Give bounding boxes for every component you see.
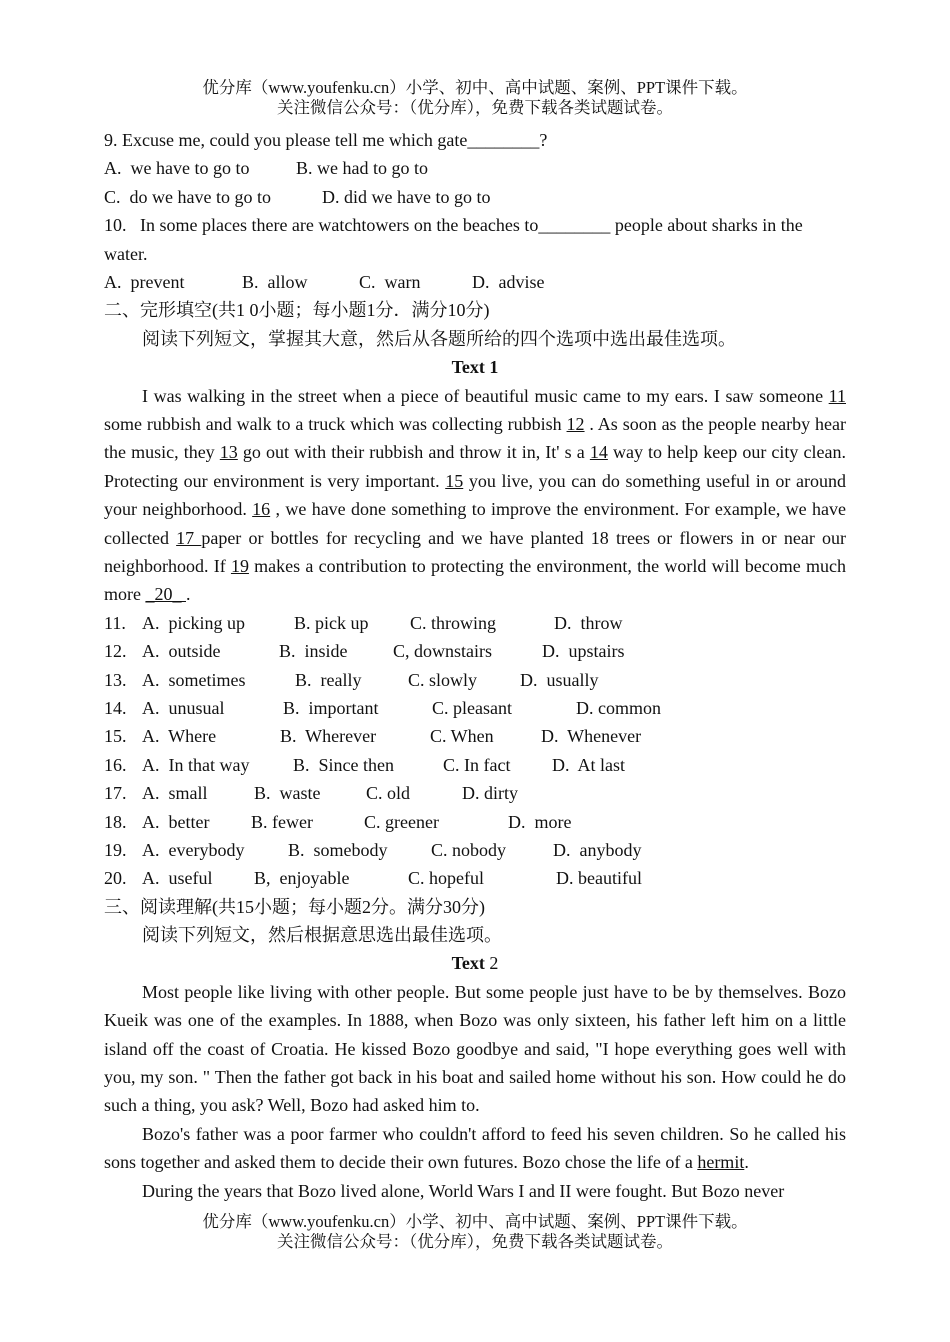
question-9-option-b: B. we had to go to <box>296 158 428 179</box>
question-number: 12. <box>104 641 127 662</box>
cloze-option-row <box>104 609 846 637</box>
page-footer <box>0 1212 950 1252</box>
passage-text: paper or bottles for recycling and we have planted 18 trees or flowers in or near our neighborhood. If <box>104 527 846 576</box>
option-c: C. pleasant <box>432 697 512 718</box>
option-d: D. beautiful <box>556 868 642 889</box>
text-1-title: Text 1 <box>451 357 499 378</box>
question-10-option-c: C. warn <box>359 271 421 292</box>
section-3-instruction: 阅读下列短文，然后根据意思选出最佳选项。 <box>142 925 502 946</box>
blank-16: 16 <box>252 499 271 520</box>
reading-paragraph-2 <box>104 1120 846 1177</box>
option-b: B, enjoyable <box>254 868 350 889</box>
section-3-title: 三、阅读理解(共15小题；每小题2分。满分30分) <box>104 896 485 917</box>
footer-line-2: 关注微信公众号：（优分库），免费下载各类试题试卷。 <box>277 1232 673 1251</box>
question-number: 14. <box>104 697 127 718</box>
blank-12: 12 <box>566 413 585 434</box>
blank-17: 17 <box>176 527 202 548</box>
footer-line-1: 优分库（www.youfenku.cn）小学、初中、高中试题、案例、PPT课件下载。 <box>202 1212 748 1231</box>
cloze-option-row <box>104 864 846 892</box>
option-d: D. more <box>508 811 572 832</box>
section-2-instruction: 阅读下列短文，掌握其大意，然后从各题所给的四个选项中选出最佳选项。 <box>142 328 736 349</box>
option-a: A. outside <box>142 641 221 662</box>
option-a: A. small <box>142 783 208 804</box>
option-c: C. slowly <box>408 669 478 690</box>
question-number: 20. <box>104 868 127 889</box>
page-header <box>0 78 950 118</box>
question-10-option-a: A. prevent <box>104 271 185 292</box>
question-9-options-row1 <box>104 154 846 182</box>
cloze-option-row <box>104 751 846 779</box>
option-d: D. throw <box>554 612 623 633</box>
question-10-stem: 10. In some places there are watchtowers on the beaches to________ people about sharks in the <box>104 215 803 236</box>
option-a: A. better <box>142 811 210 832</box>
section-2-title: 二、完形填空(共1 0小题；每小题1分．满分10分) <box>104 300 490 321</box>
passage-text: . As soon as the people nearby hear the music, they <box>104 413 846 463</box>
cloze-option-row <box>104 836 846 864</box>
question-number: 15. <box>104 726 127 747</box>
question-10-option-d: D. advise <box>472 271 545 292</box>
cloze-option-row <box>104 694 846 722</box>
cloze-option-row <box>104 637 846 665</box>
option-c: C. greener <box>364 811 439 832</box>
cloze-option-row <box>104 779 846 807</box>
option-b: B. Wherever <box>280 726 377 747</box>
blank-20: _20_ <box>145 584 186 605</box>
option-d: D. anybody <box>553 839 642 860</box>
blank-19: 19 <box>230 555 249 576</box>
option-d: D. common <box>576 697 661 718</box>
question-10-options <box>104 268 846 296</box>
cloze-option-row <box>104 666 846 694</box>
question-number: 19. <box>104 839 127 860</box>
reading-paragraph-3: During the years that Bozo lived alone, World Wars I and II were fought. But Bozo never <box>142 1180 785 1201</box>
cloze-option-row <box>104 722 846 750</box>
option-b: B. inside <box>279 641 348 662</box>
option-c: C. throwing <box>410 612 497 633</box>
question-number: 16. <box>104 754 127 775</box>
passage-text: you live, you can do something useful in or around your neighborhood. <box>104 470 846 520</box>
text-2-title-label: Text <box>451 953 490 974</box>
blank-15: 15 <box>445 470 464 491</box>
question-9-option-d: D. did we have to go to <box>322 186 491 207</box>
question-number: 13. <box>104 669 127 690</box>
option-a: A. sometimes <box>142 669 246 690</box>
option-d: D. upstairs <box>542 641 625 662</box>
blank-11: 11 <box>828 385 846 406</box>
option-c: C. nobody <box>431 839 507 860</box>
passage-text: Bozo's father was a poor farmer who couldn't afford to feed his seven children. So he called his sons together and asked them to decide their own futures. Bozo chose the life of a <box>104 1123 846 1173</box>
option-d: D. Whenever <box>541 726 642 747</box>
question-9-options-row2 <box>104 183 846 211</box>
passage-text: go out with their rubbish and throw it in, It' s a <box>237 442 590 463</box>
cloze-option-row <box>104 808 846 836</box>
option-b: B. pick up <box>294 612 369 633</box>
passage-text: , we have done something to improve the environment. For example, we have collected <box>104 499 846 548</box>
passage-text: . <box>744 1152 749 1173</box>
cloze-options-list <box>104 609 846 893</box>
option-c: C. hopeful <box>408 868 484 889</box>
question-number: 18. <box>104 811 127 832</box>
option-a: A. In that way <box>142 754 250 775</box>
question-10-stem-cont: water. <box>104 243 148 264</box>
option-d: D. usually <box>520 669 599 690</box>
option-a: A. everybody <box>142 839 245 860</box>
document-body <box>104 126 846 1205</box>
option-a: A. useful <box>142 868 213 889</box>
passage-text: way to help keep our city clean. Protecting our environment is very important. <box>104 442 846 491</box>
option-b: B. Since then <box>293 754 394 775</box>
header-line-2: 关注微信公众号：（优分库），免费下载各类试题试卷。 <box>277 98 673 117</box>
question-9-option-c: C. do we have to go to <box>104 186 271 207</box>
question-10-option-b: B. allow <box>242 271 308 292</box>
option-b: B. important <box>283 697 379 718</box>
option-b: B. somebody <box>288 839 388 860</box>
option-a: A. unusual <box>142 697 225 718</box>
header-line-1: 优分库（www.youfenku.cn）小学、初中、高中试题、案例、PPT课件下载。 <box>202 78 748 97</box>
text-2-title-number: 2 <box>489 953 499 974</box>
question-9-option-a: A. we have to go to <box>104 158 250 179</box>
option-c: C, downstairs <box>393 641 492 662</box>
option-d: D. At last <box>552 754 626 775</box>
reading-paragraph-1: Most people like living with other people. But some people just have to be by themselves. Bozo Kueik was one of the examples. In 1888, when Bozo was only sixteen, his father left him on a little island off the coast of Croatia. He kissed Bozo goodbye and said, "I hope everything goes well with you, my son. " Then the father got back in his boat and sailed home without his son. How could he do such a thing, you ask? Well, Bozo had asked him to. <box>104 981 846 1116</box>
passage-text: some rubbish and walk to a truck which was collecting rubbish <box>104 413 567 434</box>
option-b: B. waste <box>254 783 321 804</box>
option-b: B. really <box>295 669 362 690</box>
question-number: 17. <box>104 783 127 804</box>
question-9-stem: 9. Excuse me, could you please tell me which gate________? <box>104 130 548 150</box>
option-a: A. picking up <box>142 612 245 633</box>
passage-text: . <box>185 584 191 605</box>
passage-text: I was walking in the street when a piece of beautiful music came to my ears. I saw someone <box>142 385 829 406</box>
blank-14: 14 <box>589 442 608 463</box>
cloze-passage <box>104 382 846 609</box>
question-number: 11. <box>104 612 126 633</box>
option-c: C. In fact <box>443 754 511 775</box>
option-c: C. When <box>430 726 494 747</box>
text-2-title <box>104 949 846 977</box>
option-a: A. Where <box>142 726 217 747</box>
passage-text: makes a contribution to protecting the environment, the world will become much more <box>104 555 846 605</box>
blank-13: 13 <box>219 442 238 463</box>
option-b: B. fewer <box>251 811 313 832</box>
hermit-word: hermit <box>697 1152 745 1173</box>
option-c: C. old <box>366 783 411 804</box>
option-d: D. dirty <box>462 783 518 804</box>
